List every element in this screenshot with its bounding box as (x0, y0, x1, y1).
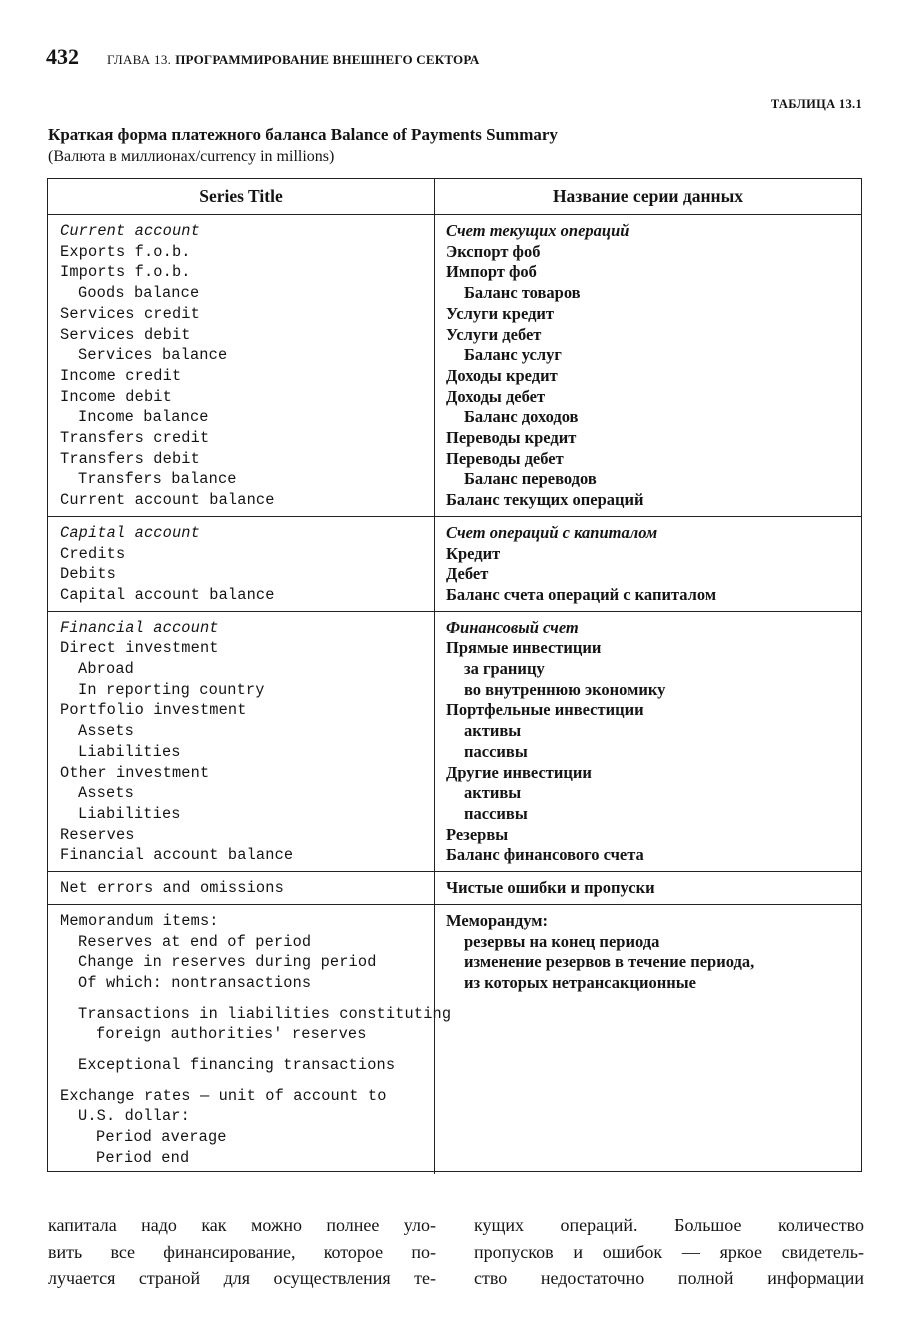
table-line: за границу (464, 659, 545, 679)
table-line: Дебет (446, 564, 489, 584)
table-line: изменение резервов в течение периода, (464, 952, 755, 972)
running-head (46, 44, 479, 70)
table-line: Доходы кредит (446, 365, 558, 385)
series-name-ru-cell (435, 215, 861, 516)
table-line: Кредит (446, 543, 501, 563)
table-line: Abroad (78, 660, 134, 679)
table-line: Capital account balance (60, 585, 275, 604)
table-line: Debits (60, 565, 116, 584)
table-line: во внутреннюю экономику (464, 679, 666, 699)
page-number: 432 (46, 44, 79, 69)
column-header-series-name-ru: Название серии данных (552, 186, 744, 206)
table-line: Direct investment (60, 639, 219, 658)
table-line: Баланс товаров (464, 283, 581, 303)
balance-of-payments-table (47, 178, 862, 1172)
table-header-row (48, 179, 861, 215)
table-line: Баланс услуг (464, 345, 562, 365)
table-line: Financial account balance (60, 846, 294, 865)
table-line: Transfers credit (60, 429, 210, 448)
table-line: активы (464, 721, 522, 741)
table-line: Goods balance (78, 284, 200, 303)
table-line: Услуги кредит (446, 303, 555, 323)
table-line: Резервы (446, 824, 509, 844)
series-name-ru-cell (435, 872, 861, 904)
table-section (48, 905, 861, 1174)
table-line: Services debit (60, 325, 191, 344)
section-heading: Capital account (60, 523, 200, 542)
chapter-title: ПРОГРАММИРОВАНИЕ ВНЕШНЕГО СЕКТОРА (175, 52, 480, 67)
table-line: Доходы дебет (446, 386, 546, 406)
series-title-cell (48, 612, 435, 871)
body-line: ство недостаточно полной информации (474, 1268, 864, 1288)
table-line: Assets (78, 722, 134, 741)
table-line: Portfolio investment (60, 701, 247, 720)
table-line: Transfers debit (60, 449, 200, 468)
table-line: Assets (78, 784, 134, 803)
section-heading: Счет текущих операций (446, 221, 630, 240)
table-line: Exceptional financing transactions (78, 1056, 396, 1075)
body-line: кущих операций. Большое количество (474, 1215, 864, 1235)
table-subcaption: (Валюта в миллионах/currency in millions) (48, 148, 335, 165)
body-line: лучается страной для осуществления те- (48, 1268, 436, 1288)
table-line: Period end (96, 1148, 190, 1167)
series-name-ru-cell (435, 612, 861, 871)
table-line: Liabilities (78, 742, 181, 761)
table-line: Услуги дебет (446, 324, 542, 344)
table-line: Income credit (60, 366, 182, 385)
table-line: In reporting country (78, 680, 265, 699)
section-heading: Финансовый счет (446, 617, 579, 637)
table-line: Прямые инвестиции (446, 638, 602, 658)
section-heading: Financial account (60, 618, 219, 637)
table-section (48, 517, 861, 612)
table-line: Transactions in liabilities constituting (78, 1004, 452, 1023)
table-line: Memorandum items: (60, 911, 219, 930)
table-line: Баланс финансового счета (446, 845, 644, 865)
table-line: Reserves (60, 825, 135, 844)
series-name-ru-cell (435, 905, 861, 1174)
table-line: Reserves at end of period (78, 932, 312, 951)
table-line: Переводы кредит (446, 428, 577, 448)
table-line: Баланс текущих операций (446, 490, 644, 510)
body-line: капитала надо как можно полнее уло- (48, 1215, 436, 1235)
table-line: Income balance (78, 408, 209, 427)
series-title-cell (48, 905, 452, 1174)
table-line: Transfers balance (78, 470, 237, 489)
body-line: вить все финансирование, которое по- (48, 1241, 436, 1262)
table-line: Credits (60, 544, 126, 563)
chapter-prefix: ГЛАВА 13. (107, 52, 172, 67)
table-line: активы (464, 783, 522, 803)
series-name-ru-cell (435, 517, 861, 611)
table-line: U.S. dollar: (78, 1107, 190, 1126)
table-line: Current account balance (60, 491, 275, 510)
table-line: Services balance (78, 346, 228, 365)
table-line: Переводы дебет (446, 448, 564, 468)
table-line: пассивы (464, 741, 528, 761)
table-section (48, 612, 861, 872)
series-title-cell (48, 872, 435, 904)
table-line: Imports f.o.b. (60, 263, 191, 282)
body-line: пропусков и ошибок — яркое свидетель- (474, 1241, 864, 1262)
table-line: из которых нетрансакционные (464, 972, 696, 992)
table-line: Баланс доходов (464, 407, 579, 427)
table-line: Другие инвестиции (446, 762, 592, 782)
table-line: Change in reserves during period (78, 953, 377, 972)
table-section (48, 872, 861, 905)
table-line: Чистые ошибки и пропуски (446, 878, 655, 898)
series-title-cell (48, 215, 435, 516)
table-line: Of which: nontransactions (78, 973, 312, 992)
table-line: Меморандум: (446, 910, 548, 930)
section-heading: Current account (60, 222, 200, 240)
body-text-left-column (48, 1212, 436, 1292)
table-line: Liabilities (78, 804, 181, 823)
table-line: Net errors and omissions (60, 879, 284, 898)
column-header-series-title: Series Title (48, 179, 435, 214)
table-line: foreign authorities' reserves (96, 1025, 367, 1044)
table-line: Баланс счета операций с капиталом (446, 584, 717, 604)
table-line: Exports f.o.b. (60, 242, 191, 261)
table-line: Exchange rates — unit of account to (60, 1086, 387, 1105)
table-line: Income debit (60, 387, 172, 406)
table-line: Баланс переводов (464, 469, 597, 489)
table-body (48, 215, 861, 1170)
table-line: Period average (96, 1128, 227, 1147)
table-line: Импорт фоб (446, 262, 537, 282)
section-heading: Счет операций с капиталом (446, 522, 658, 542)
table-line: пассивы (464, 803, 528, 823)
table-section (48, 215, 861, 517)
table-line: резервы на конец периода (464, 931, 660, 951)
series-title-cell (48, 517, 435, 611)
table-label: ТАБЛИЦА 13.1 (770, 97, 862, 111)
body-text-right-column (474, 1212, 864, 1292)
table-line: Экспорт фоб (446, 241, 541, 261)
table-caption: Краткая форма платежного баланса Balance of Payments Summary (48, 125, 558, 144)
table-line: Портфельные инвестиции (446, 700, 644, 720)
table-line: Other investment (60, 763, 210, 782)
table-line: Services credit (60, 304, 200, 323)
